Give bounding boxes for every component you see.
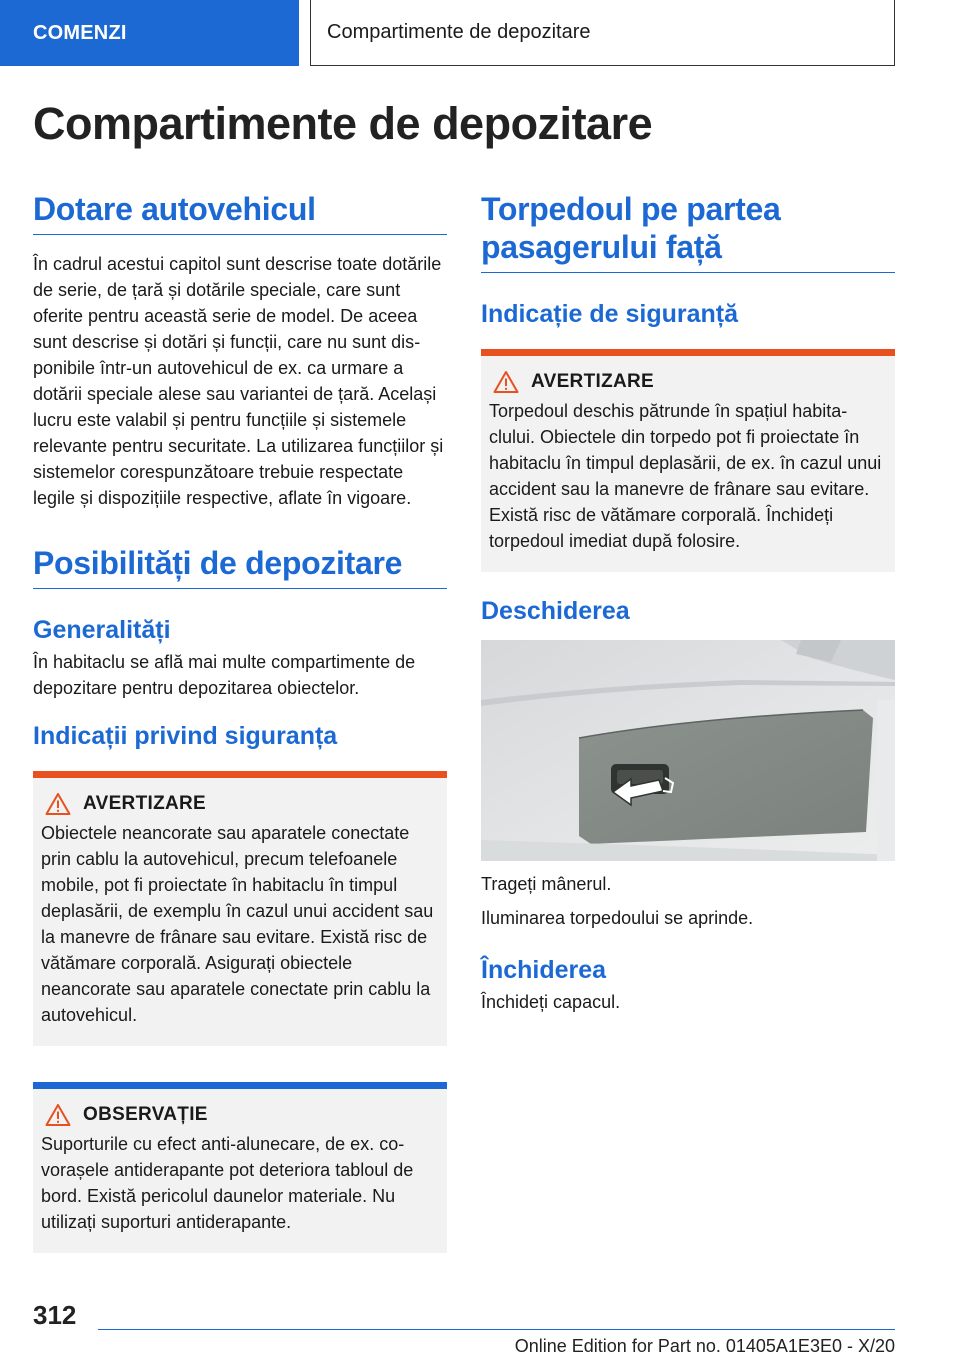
glovebox-warning-header (489, 370, 887, 394)
equipment-paragraph: În cadrul acestui capitol sunt descrise toate dotările de serie, de țară și dotările speciale, care sunt oferite pentru această serie de model. De aceea sunt descrise și dotări și funcții, care nu sunt disponibile într-un autovehicul de ex. ca urmare a dotării speciale alese sau variantei de țară. Același lucru este valabil și pentru funcțiile și sistemele relevante pentru securitate. La utilizarea funcțiilor și sistemelor corespunzătoare trebuie respectate legile și dispozițiile respective, aflate în vigoare. (33, 254, 444, 508)
warning-label: AVERTIZARE (83, 793, 206, 814)
warning-triangle-icon (493, 370, 519, 394)
section-tab: COMENZI (0, 0, 299, 66)
note-label: OBSERVAȚIE (83, 1104, 208, 1125)
right-column (481, 190, 895, 1015)
general-paragraph: În habitaclu se află mai multe compartimente de depozitare pentru depozitarea obiectelor. (33, 652, 416, 698)
glovebox-warning-text: Torpedoul deschis pătrunde în spațiul habitaclului. Obiectele din torpedo pot fi proiectate în habitaclu în timpul deplasării, de ex. în cazul unui accident sau la manevre de frânare sau evitare. Există risc de vătămare corporală. Închideți torpedoul imediat după folosire. (489, 401, 882, 551)
page-number: 312 (33, 1300, 77, 1330)
left-column (33, 190, 447, 1253)
opening-step-1: Trageți mânerul. (481, 874, 612, 894)
equipment-heading: Dotare autovehicul (33, 190, 447, 235)
opening-step-2: Iluminarea torpedoului se aprinde. (481, 908, 754, 928)
glovebox-photo (481, 640, 895, 861)
warning-triangle-icon (45, 1103, 71, 1127)
storage-heading: Posibilități de depozitare (33, 544, 447, 589)
note-header (41, 1103, 439, 1127)
general-heading: Generalități (33, 616, 171, 644)
warning-header (41, 792, 439, 816)
chapter-title-tab: Compartimente de depozitare (310, 0, 895, 66)
page-title: Compartimente de depozitare (33, 98, 653, 149)
note-text: Suporturile cu efect anti-alunecare, de ex. covorașele antiderapante pot deteriora tabloul de bord. Există pericolul daunelor materiale. Nu utilizați suporturi antiderapante. (41, 1134, 414, 1232)
warning-triangle-icon (45, 792, 71, 816)
edition-text: Online Edition for Part no. 01405A1E3E0 - X/20 (514, 1336, 895, 1356)
glovebox-warning-box (481, 349, 895, 572)
footer-divider (98, 1329, 895, 1330)
safety-heading: Indicații privind siguranța (33, 722, 338, 750)
glovebox-heading: Torpedoul pe partea pasagerului față (481, 190, 895, 273)
warning-box (33, 771, 447, 1046)
glovebox-warning-label: AVERTIZARE (531, 371, 654, 392)
safety-note-heading: Indicație de siguranță (481, 300, 739, 328)
closing-heading: Închiderea (481, 956, 607, 984)
note-box (33, 1082, 447, 1253)
warning-text: Obiectele neancorate sau aparatele conectate prin cablu la autovehicul, precum telefoanele mobile, pot fi proiectate în habitaclu în timpul deplasării, de exemplu în cazul unui accident sau la manevre de frânare sau evitare. Există risc de vătămare corporală. Asigurați obiectele neancorate sau aparatele conectate prin cablu la autovehicul. (41, 823, 434, 1025)
opening-heading: Deschiderea (481, 597, 630, 625)
closing-text: Închideți capacul. (481, 992, 621, 1012)
